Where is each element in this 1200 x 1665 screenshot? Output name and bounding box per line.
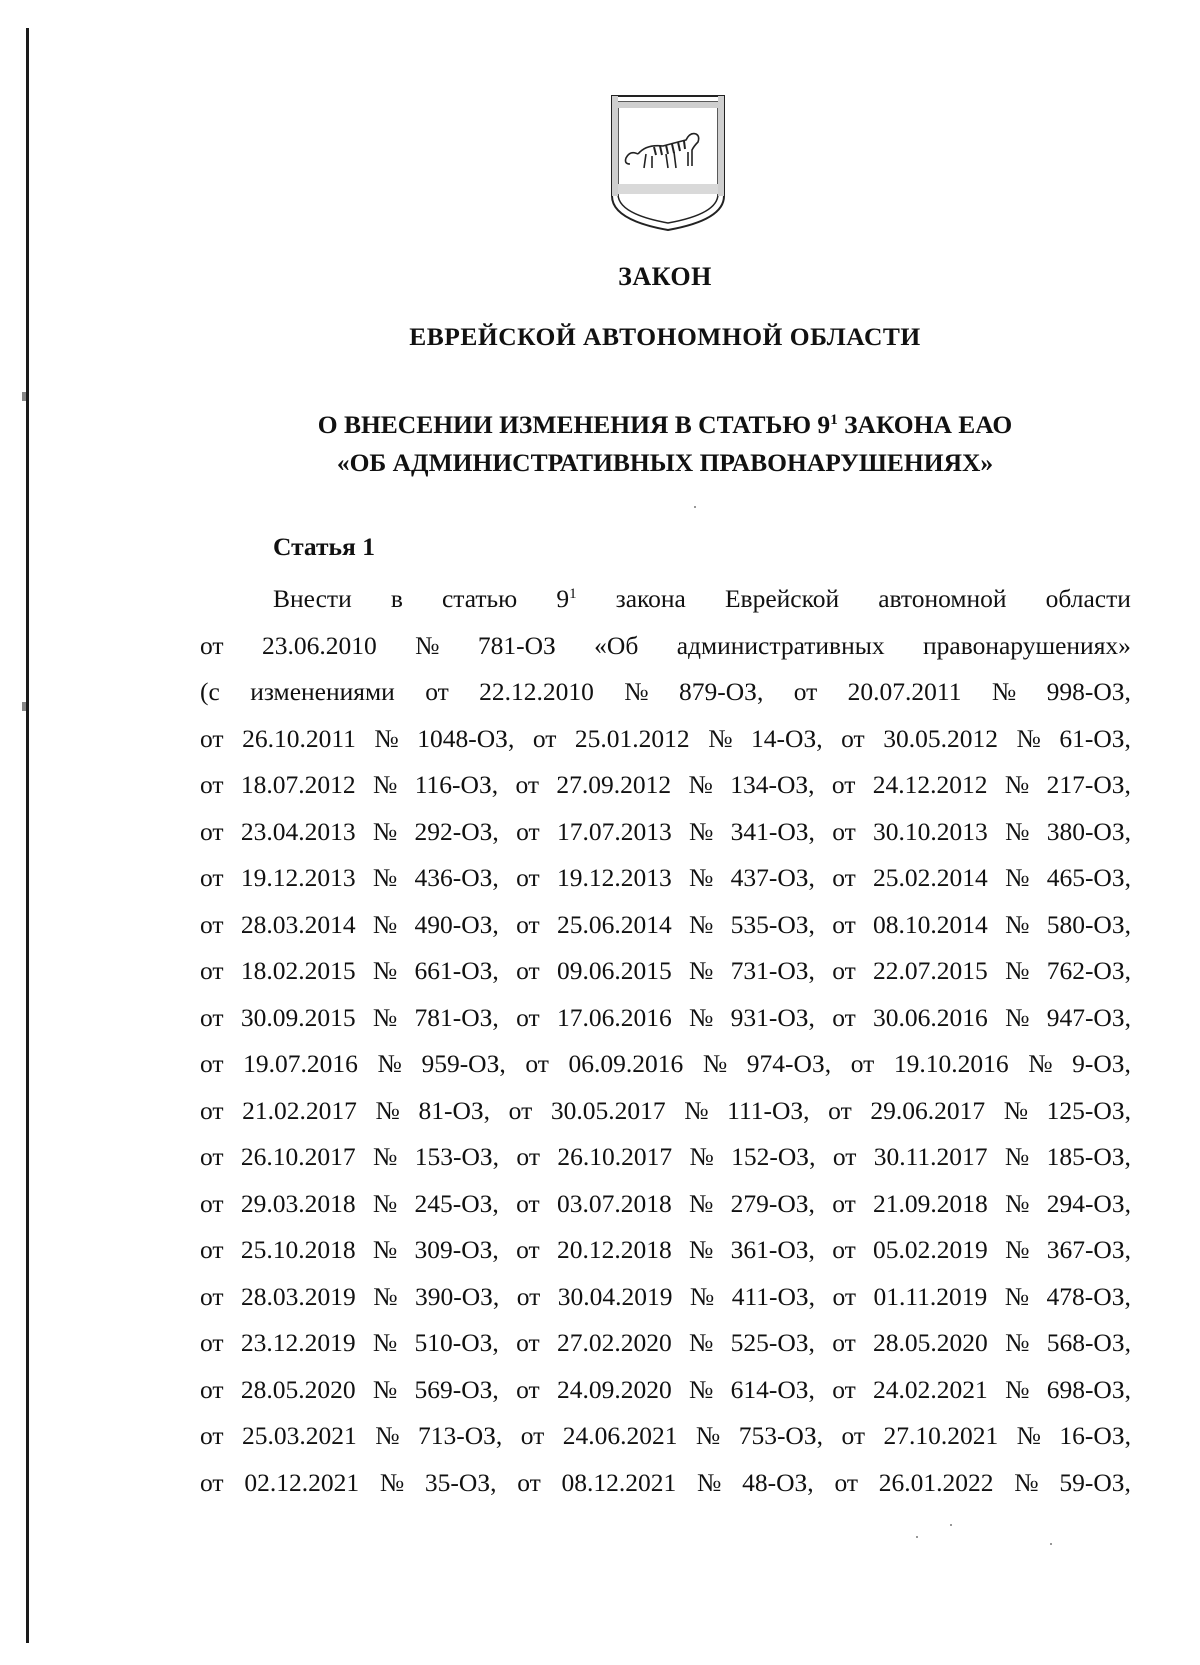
article-word: 61-ОЗ,: [1059, 723, 1131, 753]
article-word: №: [375, 1421, 400, 1450]
article-word: от: [516, 909, 540, 939]
article-word: 28.03.2019: [241, 1281, 356, 1311]
article-word: от: [516, 1002, 540, 1032]
article-word: от: [200, 1095, 224, 1125]
document-subtitle: [0, 406, 1200, 482]
article-word: от: [516, 1142, 540, 1171]
article-word: от: [832, 863, 856, 892]
article-word: от: [834, 1467, 858, 1497]
article-word: 411-ОЗ,: [731, 1281, 816, 1311]
article-word: от: [516, 1328, 540, 1357]
article-word: административных: [676, 630, 885, 660]
article-word: №: [1014, 1467, 1039, 1497]
article-word: 19.10.2016: [893, 1049, 1009, 1078]
article-word: №: [688, 770, 713, 799]
article-word: от: [200, 1142, 224, 1171]
article-word: от: [832, 1188, 856, 1218]
article-word: 437-ОЗ,: [730, 863, 815, 892]
article-word: от: [200, 1467, 224, 1497]
article-word: №: [1004, 770, 1030, 799]
article-word: от: [200, 1188, 224, 1218]
article-word: №: [1004, 1281, 1030, 1311]
article-word: 03.07.2018: [556, 1188, 672, 1218]
article-word: от: [200, 816, 224, 846]
article-word: 580-ОЗ,: [1046, 909, 1131, 939]
article-word: 568-ОЗ,: [1046, 1328, 1131, 1357]
article-word: от: [516, 1281, 541, 1311]
article-word: 490-ОЗ,: [414, 909, 499, 939]
article-word: №: [1028, 1049, 1053, 1078]
article-word: от: [200, 770, 224, 799]
article-word: от: [850, 1049, 875, 1078]
article-word: №: [688, 1188, 714, 1218]
article-word: 24.02.2021: [873, 1374, 988, 1404]
article-word: от: [516, 816, 540, 846]
article-word: от: [832, 1002, 856, 1032]
article-word: от: [532, 723, 557, 753]
article-word: от: [832, 1328, 856, 1357]
article-word: 753-ОЗ,: [738, 1421, 823, 1450]
article-word: 24.12.2012: [872, 770, 988, 799]
article-word: 9-ОЗ,: [1072, 1049, 1131, 1078]
article-word: 341-ОЗ,: [730, 816, 815, 846]
article-word: 781-ОЗ: [477, 630, 556, 660]
article-word: 22.07.2015: [873, 956, 988, 985]
article-word: 20.07.2011: [847, 677, 962, 706]
article-word: №: [688, 1328, 714, 1357]
article-word: №: [379, 1467, 405, 1497]
article-word: №: [372, 956, 398, 985]
article-word: (с: [200, 677, 220, 706]
article-word: №: [373, 1281, 398, 1311]
article-word: 959-ОЗ,: [421, 1049, 506, 1078]
article-word: 125-ОЗ,: [1046, 1095, 1131, 1125]
article-word: №: [697, 1467, 722, 1497]
margin-mark: [22, 392, 26, 401]
article-word: №: [688, 909, 714, 939]
article-word: 01.11.2019: [873, 1281, 988, 1311]
article-word: 17.07.2013: [556, 816, 672, 846]
article-word: №: [684, 1095, 709, 1125]
article-word: 436-ОЗ,: [414, 863, 499, 892]
article-word: 28.03.2014: [240, 909, 356, 939]
article-text-line: [200, 623, 1131, 670]
article-word: №: [1016, 1421, 1041, 1450]
article-word: от: [832, 1235, 856, 1264]
article-word: №: [373, 770, 398, 799]
article-word: №: [372, 863, 398, 892]
article-word: от: [832, 1374, 856, 1404]
article-word: 23.06.2010: [261, 630, 377, 660]
article-word: №: [1005, 1374, 1030, 1404]
article-word: 21.02.2017: [242, 1095, 357, 1125]
article-word: №: [702, 1049, 728, 1078]
article-word: №: [695, 1421, 721, 1450]
article-word: 06.09.2016: [568, 1049, 684, 1078]
article-word: 361-ОЗ,: [730, 1235, 815, 1264]
article-word: №: [1005, 956, 1030, 985]
article-word: 713-ОЗ,: [417, 1421, 503, 1450]
article-word: от: [200, 956, 224, 985]
article-word: №: [1005, 1328, 1030, 1357]
subtitle-line-1: О ВНЕСЕНИИ ИЗМЕНЕНИЯ В СТАТЬЮ $9^1$ ЗАКОНА ЕАО: [317, 410, 1013, 439]
article-word: 21.09.2018: [873, 1188, 988, 1218]
article-word: 510-ОЗ,: [414, 1328, 499, 1357]
article-word: от: [841, 1421, 865, 1450]
scan-speck: [950, 1524, 952, 1526]
article-word: 781-ОЗ,: [414, 1002, 499, 1032]
article-text-line: [200, 762, 1131, 809]
article-text-line: [200, 902, 1131, 949]
article-text-line: [200, 1460, 1131, 1507]
article-word: 28.05.2020: [873, 1328, 988, 1357]
article-word: 25.10.2018: [240, 1235, 356, 1264]
article-word: от: [200, 1421, 224, 1450]
article-text-line: [200, 809, 1131, 856]
article-word: 35-ОЗ,: [424, 1467, 497, 1497]
article-word: №: [373, 1142, 398, 1171]
article-word: 22.12.2010: [479, 677, 594, 706]
article-word: №: [624, 677, 649, 706]
article-word: №: [1005, 1002, 1030, 1032]
article-body: [200, 576, 1131, 1506]
scan-speck: [694, 506, 696, 508]
article-word: №: [688, 1235, 714, 1264]
article-text-line: [200, 995, 1131, 1042]
article-word: 27.09.2012: [556, 770, 672, 799]
article-word: от: [832, 956, 856, 985]
article-word: 26.01.2022: [878, 1467, 994, 1497]
article-word: 614-ОЗ,: [730, 1374, 815, 1404]
article-text-line: [200, 669, 1131, 716]
article-word: №: [372, 816, 398, 846]
article-word: 947-ОЗ,: [1046, 1002, 1131, 1032]
article-word: 23.04.2013: [240, 816, 356, 846]
article-word: 116-ОЗ,: [414, 770, 499, 799]
article-word: 08.10.2014: [873, 909, 988, 939]
article-word: 525-ОЗ,: [730, 1328, 815, 1357]
article-word: №: [1005, 1188, 1030, 1218]
article-word: №: [372, 1002, 398, 1032]
article-word: №: [688, 1374, 714, 1404]
article-word: 24.09.2020: [556, 1374, 672, 1404]
article-word: 16-ОЗ,: [1059, 1421, 1131, 1450]
article-word: 25.02.2014: [873, 863, 988, 892]
article-word: №: [1016, 723, 1041, 753]
article-word: от: [200, 723, 224, 753]
article-word: от: [200, 1281, 224, 1311]
document-region: ЕВРЕЙСКОЙ АВТОНОМНОЙ ОБЛАСТИ: [409, 322, 921, 351]
article-word: №: [1003, 1095, 1029, 1125]
article-word: 27.10.2021: [883, 1421, 999, 1450]
article-text-line: [200, 948, 1131, 995]
article-word: от: [516, 863, 540, 892]
article-word: 879-ОЗ,: [679, 677, 764, 706]
article-word: от: [517, 1467, 541, 1497]
article-word: 26.10.2017: [557, 1142, 673, 1171]
article-word: №: [688, 1002, 714, 1032]
article-word: 1048-ОЗ,: [417, 723, 515, 753]
article-word: 48-ОЗ,: [742, 1467, 814, 1497]
article-word: 19.12.2013: [556, 863, 672, 892]
article-word: от: [516, 1235, 540, 1264]
article-word: 661-ОЗ,: [414, 956, 499, 985]
article-word: от: [516, 1374, 540, 1404]
article-word: 25.03.2021: [242, 1421, 357, 1450]
article-word: от: [516, 1188, 540, 1218]
article-word: от: [200, 1374, 224, 1404]
article-text-line: [200, 1041, 1131, 1088]
article-word: от: [520, 1421, 545, 1450]
article-word: 19.12.2013: [240, 863, 356, 892]
document-title: ЗАКОН: [618, 262, 712, 291]
article-word: 59-ОЗ,: [1059, 1467, 1131, 1497]
article-word: 762-ОЗ,: [1046, 956, 1131, 985]
article-word: №: [372, 1374, 398, 1404]
article-word: от: [200, 909, 224, 939]
article-word: 217-ОЗ,: [1046, 770, 1131, 799]
article-word: 28.05.2020: [240, 1374, 356, 1404]
article-word: №: [374, 723, 399, 753]
article-word: 08.12.2021: [561, 1467, 677, 1497]
article-word: от: [832, 1281, 857, 1311]
article-text-line: [200, 1274, 1131, 1321]
article-text-line: [200, 1134, 1131, 1181]
article-word: 81-ОЗ,: [418, 1095, 491, 1125]
article-first-line: Внести в статью $9^1$ закона Еврейской автономной области: [273, 584, 1131, 613]
article-text-line: [200, 1320, 1131, 1367]
article-heading: Статья 1: [273, 532, 375, 561]
article-word: 931-ОЗ,: [730, 1002, 815, 1032]
article-word: от: [793, 677, 818, 706]
article-word: от: [200, 1049, 224, 1078]
margin-mark: [22, 702, 26, 711]
article-word: №: [372, 1235, 398, 1264]
article-word: 380-ОЗ,: [1046, 816, 1131, 846]
article-text-line: [200, 1367, 1131, 1414]
article-word: от: [841, 723, 865, 753]
article-word: от: [515, 770, 540, 799]
article-word: 26.10.2011: [242, 723, 356, 753]
article-word: №: [688, 863, 714, 892]
article-word: от: [508, 1095, 533, 1125]
article-text-line: [200, 1413, 1131, 1460]
article-word: от: [525, 1049, 549, 1078]
article-word: 25.01.2012: [574, 723, 690, 753]
article-word: изменениями: [250, 677, 395, 706]
article-word: от: [828, 1095, 852, 1125]
article-word: №: [372, 1328, 398, 1357]
article-word: №: [1005, 816, 1030, 846]
article-word: 245-ОЗ,: [414, 1188, 499, 1218]
article-word: 30.05.2012: [883, 723, 998, 753]
article-word: 153-ОЗ,: [414, 1142, 500, 1171]
article-word: 30.09.2015: [240, 1002, 356, 1032]
article-word: правонарушениях»: [923, 630, 1131, 660]
article-word: 02.12.2021: [244, 1467, 360, 1497]
article-word: №: [377, 1049, 402, 1078]
article-word: 05.02.2019: [873, 1235, 988, 1264]
article-word: от: [832, 1142, 857, 1171]
article-word: 09.06.2015: [556, 956, 672, 985]
article-word: №: [1005, 863, 1030, 892]
article-word: 152-ОЗ,: [731, 1142, 816, 1171]
article-word: 23.12.2019: [240, 1328, 356, 1357]
article-word: 17.06.2016: [556, 1002, 672, 1032]
article-word: 29.06.2017: [870, 1095, 986, 1125]
article-word: №: [689, 1281, 715, 1311]
article-word: №: [372, 1188, 398, 1218]
article-word: 18.02.2015: [240, 956, 356, 985]
article-text-line: [200, 1227, 1131, 1274]
article-word: 14-ОЗ,: [751, 723, 823, 753]
article-word: 390-ОЗ,: [414, 1281, 500, 1311]
article-word: 292-ОЗ,: [414, 816, 499, 846]
article-word: №: [708, 723, 733, 753]
article-word: 19.07.2016: [243, 1049, 358, 1078]
article-word: 25.06.2014: [556, 909, 672, 939]
scan-speck: [916, 1536, 918, 1538]
article-word: от: [832, 909, 856, 939]
article-word: 535-ОЗ,: [730, 909, 815, 939]
article-word: от: [200, 1328, 224, 1357]
article-word: 294-ОЗ,: [1046, 1188, 1131, 1218]
article-word: от: [200, 630, 224, 660]
article-word: от: [831, 770, 856, 799]
article-word: 29.03.2018: [240, 1188, 356, 1218]
article-word: №: [375, 1095, 400, 1125]
article-text-line: [200, 855, 1131, 902]
article-word: 974-ОЗ,: [746, 1049, 832, 1078]
article-word: №: [1005, 909, 1030, 939]
scan-speck: [1050, 1543, 1052, 1545]
subtitle-line-2: «ОБ АДМИНИСТРАТИВНЫХ ПРАВОНАРУШЕНИЯХ»: [336, 448, 994, 477]
article-word: 185-ОЗ,: [1046, 1142, 1131, 1171]
article-word: 134-ОЗ,: [730, 770, 815, 799]
article-word: 309-ОЗ,: [414, 1235, 499, 1264]
article-word: 18.07.2012: [240, 770, 356, 799]
article-word: от: [425, 677, 449, 706]
article-word: от: [832, 816, 856, 846]
tiger-coat-of-arms-icon: [608, 92, 728, 234]
article-word: 111-ОЗ,: [727, 1095, 810, 1125]
article-word: №: [688, 956, 714, 985]
article-word: 465-ОЗ,: [1046, 863, 1131, 892]
article-word: 30.04.2019: [557, 1281, 673, 1311]
article-word: «Об: [594, 630, 639, 660]
article-word: 998-ОЗ,: [1046, 677, 1131, 706]
article-word: №: [372, 909, 398, 939]
article-word: 478-ОЗ,: [1046, 1281, 1131, 1311]
article-text-line: [200, 1181, 1131, 1228]
article-word: 367-ОЗ,: [1046, 1235, 1131, 1264]
article-word: 698-ОЗ,: [1046, 1374, 1131, 1404]
article-word: 30.10.2013: [873, 816, 988, 846]
article-word: №: [1005, 1235, 1030, 1264]
article-word: 30.06.2016: [873, 1002, 988, 1032]
article-word: от: [200, 1235, 224, 1264]
article-word: №: [689, 1142, 714, 1171]
article-word: 569-ОЗ,: [414, 1374, 499, 1404]
article-word: 279-ОЗ,: [730, 1188, 815, 1218]
article-text-line: [200, 1088, 1131, 1135]
article-word: 24.06.2021: [562, 1421, 678, 1450]
article-word: 30.11.2017: [873, 1142, 988, 1171]
article-word: 30.05.2017: [550, 1095, 666, 1125]
article-word: от: [200, 863, 224, 892]
article-word: 26.10.2017: [240, 1142, 356, 1171]
article-text-line: [200, 716, 1131, 763]
article-word: 27.02.2020: [556, 1328, 672, 1357]
article-word: 731-ОЗ,: [730, 956, 815, 985]
article-word: №: [991, 677, 1017, 706]
article-word: №: [688, 816, 714, 846]
article-word: №: [1004, 1142, 1030, 1171]
article-word: от: [200, 1002, 224, 1032]
article-word: от: [516, 956, 540, 985]
article-word: 20.12.2018: [556, 1235, 672, 1264]
article-word: №: [415, 630, 440, 660]
